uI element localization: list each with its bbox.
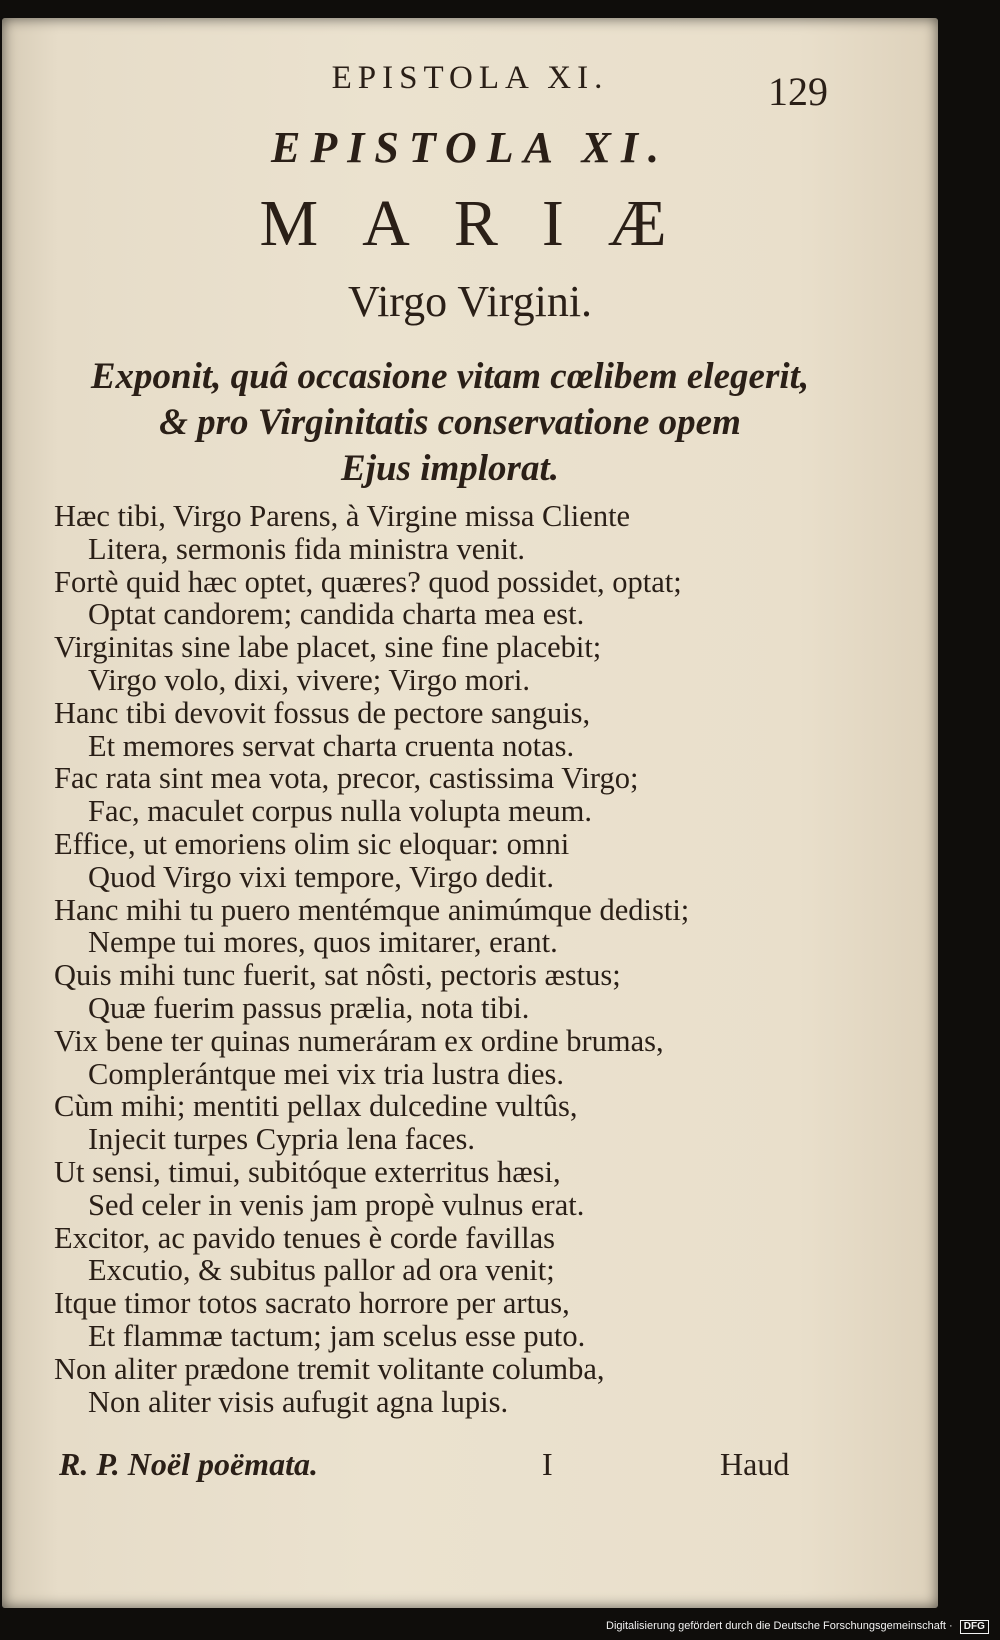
page-number: 129 <box>768 69 828 114</box>
poem-line: Fac, maculet corpus nulla volupta meum. <box>88 794 592 829</box>
poem-line: Virginitas sine labe placet, sine fine placebit; <box>54 630 602 665</box>
poem-line: Et flammæ tactum; jam scelus esse puto. <box>88 1318 586 1353</box>
poem-line: Quod Virgo vixi tempore, Virgo dedit. <box>88 859 554 894</box>
poem-line: Litera, sermonis fida ministra venit. <box>88 531 526 566</box>
poem-line: Cùm mihi; mentiti pellax dulcedine vultûs, <box>54 1089 578 1124</box>
digitization-credit <box>606 1620 989 1634</box>
poem-line: Hanc mihi tu puero mentémque animúmque dedisti; <box>54 892 690 927</box>
poem-line: Injecit turpes Cypria lena faces. <box>88 1122 476 1157</box>
poem-line: Effice, ut emoriens olim sic eloquar: omni <box>54 826 570 861</box>
poem-line: Excitor, ac pavido tenues è corde favillas <box>54 1220 555 1255</box>
poem-line: Fortè quid hæc optet, quæres? quod possidet, optat; <box>54 564 682 599</box>
book-page <box>2 18 938 1608</box>
poem-body <box>54 500 874 1418</box>
credit-text: Digitalisierung gefördert durch die Deutsche Forschungsgemeinschaft · <box>606 1620 953 1632</box>
epistle-title: EPISTOLA XI. <box>271 123 669 172</box>
poem-line: Itque timor totos sacrato horrore per artus, <box>54 1286 570 1321</box>
poem-line: Sed celer in venis jam propè vulnus erat. <box>88 1187 585 1222</box>
addressee-heading: MARIÆ <box>259 187 711 260</box>
poem-line: Ut sensi, timui, subitóque exterritus hæsi, <box>54 1154 561 1189</box>
poem-line: Hanc tibi devovit fossus de pectore sanguis, <box>54 695 591 730</box>
poem-line: Optat candorem; candida charta mea est. <box>88 597 585 632</box>
poem-line: Non aliter prædone tremit volitante columba, <box>54 1351 605 1386</box>
poem-line: Vix bene ter quinas numeráram ex ordine brumas, <box>54 1023 664 1058</box>
signature-mark: I <box>542 1446 553 1482</box>
dfg-logo: DFG <box>960 1620 989 1634</box>
poem-line: Nempe tui mores, quos imitarer, erant. <box>88 925 558 960</box>
signature-line: R. P. Noël poëmata. <box>59 1446 318 1482</box>
poem-line: Non aliter visis aufugit agna lupis. <box>88 1384 509 1419</box>
argument-line: Ejus implorat. <box>341 448 559 489</box>
poem-line: Complerántque mei vix tria lustra dies. <box>88 1056 565 1091</box>
poem-line: Quæ fuerim passus prælia, nota tibi. <box>88 990 530 1025</box>
poem-line: Hæc tibi, Virgo Parens, à Virgine missa Cliente <box>54 499 631 533</box>
poem-line: Quis mihi tunc fuerit, sat nôsti, pectoris æstus; <box>54 958 621 993</box>
poem-line: Et memores servat charta cruenta notas. <box>88 728 575 763</box>
argument-line: Exponit, quâ occasione vitam cœlibem elegerit, <box>90 356 810 397</box>
poem-line: Virgo volo, dixi, vivere; Virgo mori. <box>88 662 530 697</box>
running-head: EPISTOLA XI. <box>331 60 609 96</box>
subtitle: Virgo Virgini. <box>347 277 593 326</box>
poem-line: Excutio, & subitus pallor ad ora venit; <box>88 1253 555 1288</box>
argument <box>50 354 850 492</box>
catchword: Haud <box>720 1446 790 1482</box>
argument-line: & pro Virginitatis conservatione opem <box>159 402 741 443</box>
poem-line: Fac rata sint mea vota, precor, castissima Virgo; <box>54 761 639 796</box>
